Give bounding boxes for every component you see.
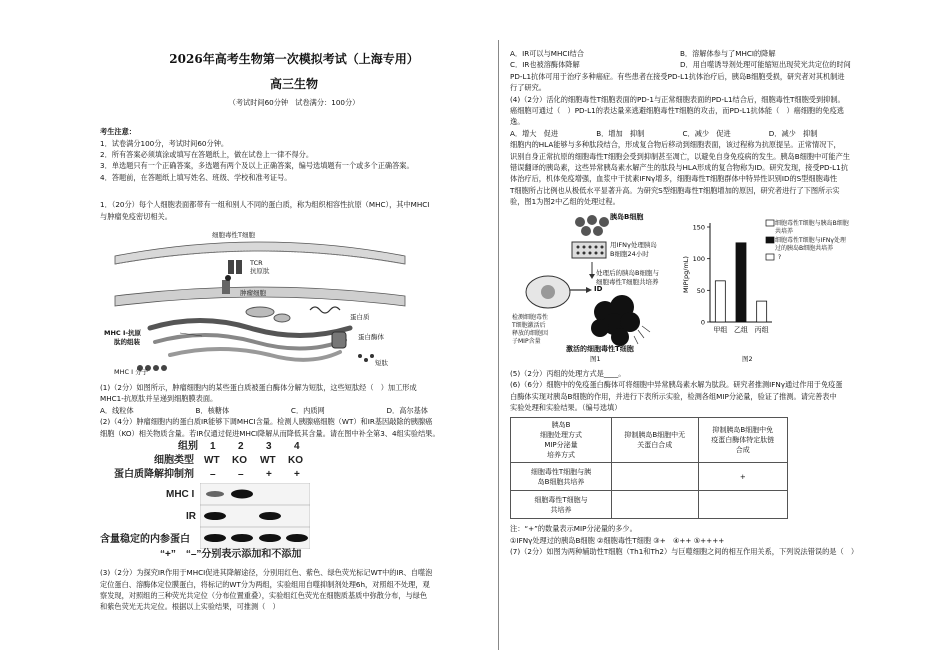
q1-sub4: (4)（2分）活化的细胞毒性T细胞表面的PD-1与正常细胞表面的PD-L1结合后，细胞毒性T细胞受到抑制。 xyxy=(510,94,845,104)
note-item: 2．所有答案必须填涂或填写在答题纸上，做在试卷上一律不得分。 xyxy=(100,150,314,160)
gel-group-3: 3 xyxy=(266,441,272,453)
q1-sub1-options xyxy=(100,405,488,416)
tumor-label: 肿瘤细胞 xyxy=(240,289,266,298)
category-label: 乙组 xyxy=(734,325,748,334)
detect-label-3: 释放的细胞因 xyxy=(512,329,549,337)
q3-options-row1 xyxy=(510,48,855,59)
option-c: C．减少 促进 xyxy=(682,128,731,138)
q1-sub2: 细胞（KO）相关物质含量。若IR仅通过促进MHCI降解从而降低其含量。请在图中补全第3、4组实验结果。 xyxy=(100,428,440,438)
q1-sub5: (5)（2分）丙组的处理方式是____。 xyxy=(510,368,626,378)
protein-label: 蛋白质 xyxy=(350,313,370,322)
gel-type-4: KO xyxy=(288,455,303,467)
table-cell xyxy=(698,491,787,519)
table-header xyxy=(612,418,699,463)
note-item: 3．单选题只有一个正确答案，多选题有两个及以上正确答案，编号选填题有一个或多个正确答案。 xyxy=(100,161,414,171)
bar xyxy=(715,281,725,322)
gel-group-2: 2 xyxy=(238,441,244,453)
corner-text: 胰岛B xyxy=(551,421,571,430)
q1-sub6: (6)（6分）细胞中的免疫蛋白酶体可将细胞中异常胰岛素水解为肽段。研究者推测IFNγ通过作用于免疫蛋 xyxy=(510,380,843,390)
gel-bands xyxy=(200,483,310,549)
table-row-label xyxy=(511,463,612,491)
q1-sub4: 癌细胞可通过（ ）PD-L1的表达量来逃避细胞毒性T细胞的攻击，而PD-L1抗体能（ ）癌细胞的免疫逃 xyxy=(510,106,844,116)
table-cell xyxy=(612,463,699,491)
legend-1b: 共培养 xyxy=(775,227,794,235)
legend-swatch xyxy=(766,254,774,260)
step1-label-2: B细胞24小时 xyxy=(610,249,649,258)
gel-inhibitor-2: – xyxy=(238,469,244,481)
y-tick-label: 50 xyxy=(696,286,705,295)
gel-inhibitor-label: 蛋白质降解抑制剂 xyxy=(114,469,194,481)
time-info: （考试时间60分钟 试卷满分：100分） xyxy=(228,97,360,107)
detect-label: 检测细胞毒性 xyxy=(512,313,549,321)
table-note: 注：“+”的数量表示MIP分泌量的多少。 xyxy=(510,524,637,534)
note-item: 4．答题前，在答题纸上填写姓名、班级、学校和准考证号。 xyxy=(100,172,292,182)
header-text: 抑制胰岛B细胞中免 xyxy=(712,426,774,435)
experiment-figure xyxy=(510,212,855,362)
gel-group-4: 4 xyxy=(294,441,300,453)
step2-label: 处理后的胰岛B细胞与 xyxy=(596,268,659,277)
legend-1: 细胞毒性T细胞与胰岛B细胞 xyxy=(775,219,849,227)
fig1-caption: 图1 xyxy=(590,354,601,363)
gel-inhibitor-3: + xyxy=(266,469,272,481)
step2-label-2: 细胞毒性T细胞共培养 xyxy=(596,277,659,286)
left-column xyxy=(100,54,488,613)
y-tick-label: 100 xyxy=(692,254,705,263)
legend-2: 细胞毒性T细胞与IFNγ处理 xyxy=(775,236,846,244)
gel-type-1: WT xyxy=(204,455,220,467)
q1-sub6: 白酶体实现对胰岛B细胞的作用，并进行下表所示实验，检测各组MIP分泌量，验证了推测。请完善表中 xyxy=(510,391,837,401)
gel-type-3: WT xyxy=(260,455,276,467)
legend-3: ? xyxy=(778,253,782,261)
peptide-label: 短肽 xyxy=(375,359,388,368)
legend-swatch xyxy=(766,220,774,226)
q1-sub1: (1)（2分）如图所示，肿瘤细胞内的某些蛋白质被蛋白酶体分解为短肽，这些短肽经（ ）加工形成 xyxy=(100,383,417,393)
q1-sub3: 察发现，对照组的三种荧光共定位（分布位置重叠），实验组红色荧光在细胞质基质中弥散分布，与绿色 xyxy=(100,590,428,600)
option-d: D．用自噬诱导剂处理可能缩短出现荧光共定位的时间 xyxy=(680,60,851,70)
paragraph: 验，图1为图2中乙组的处理过程。 xyxy=(510,197,620,207)
q1-sub3: (3)（2分）为探究IR作用于MHCI促进其降解途径，分别用红色、紫色、绿色荧光标记WT中的IR、自噬泡 xyxy=(100,568,433,578)
q1-sub4: 逸。 xyxy=(510,117,525,127)
gel-type-2: KO xyxy=(232,455,247,467)
option-a: A．IR可以与MHCI结合 xyxy=(510,49,584,58)
paragraph: 细胞内的HLA能够与多种肽段结合，形成复合物后移动到细胞表面，该过程称为抗原提呈。正常情况下， xyxy=(510,140,841,150)
q1-sub1: MHC1-抗原肽并呈递到细胞膜表面。 xyxy=(100,394,218,404)
fig2-bar-chart xyxy=(680,212,780,352)
activated-label: 激活的细胞毒性T细胞 xyxy=(566,344,634,353)
header-text: 抑制胰岛B细胞中无 xyxy=(624,431,686,440)
options-line: ①IFNγ处理过的胰岛B细胞 ②细胞毒性T细胞 ③+ ④++ ⑤++++ xyxy=(510,535,725,545)
column-divider xyxy=(498,40,499,650)
exam-title: 2026年高考生物第一次模拟考试（上海专用） xyxy=(169,52,419,66)
option-d: D．减少 抑制 xyxy=(768,128,818,138)
category-label: 甲组 xyxy=(713,325,728,334)
paragraph: T细胞所占比例也从极低水平显著升高。为研究S型细胞毒性T细胞增加的原因，研究者进行了下图所示实 xyxy=(510,185,840,195)
q1-sub7: (7)（2分）如图为两种辅助性T细胞（Th1和Th2）与巨噬细胞之间的相互作用关系，下列说法错误的是（ ） xyxy=(510,547,859,557)
q3-options-row2 xyxy=(510,59,855,70)
note-item: 1．试卷满分100分，考试时间60分钟。 xyxy=(100,138,229,148)
western-blot-figure xyxy=(100,441,488,563)
row-text: 细胞毒性T细胞与 xyxy=(534,495,588,504)
option-b: B．核糖体 xyxy=(195,405,230,415)
option-c: C．IR也被溶酶体降解 xyxy=(510,60,580,70)
tcr-label: TCR xyxy=(250,259,263,268)
paragraph: PD-L1抗体可用于治疗多种癌症。有些患者在接受PD-L1抗体治疗后，胰岛B细胞受损，研究者对其机制进 xyxy=(510,71,845,81)
y-axis-label: MIP(pg/mL) xyxy=(682,255,690,293)
row-text: 共培养 xyxy=(550,505,572,514)
proteasome-label: 蛋白酶体 xyxy=(358,333,384,342)
gel-group-label: 组别 xyxy=(178,441,198,453)
fig2-caption: 图2 xyxy=(742,354,753,363)
q1-sub4-options xyxy=(510,128,855,139)
complex-label-2: 肽的组装 xyxy=(114,338,140,347)
header-text: 关蛋白合成 xyxy=(637,441,673,450)
option-a: A．增大 促进 xyxy=(510,128,559,138)
paragraph: 识别自身正常抗原的细胞毒性T细胞会受到抑制甚至凋亡，以避免自身免疫病的发生。胰岛B细胞中可能产生 xyxy=(510,151,850,161)
table-cell: + xyxy=(698,463,787,491)
option-c: C．内质网 xyxy=(290,405,325,415)
y-tick-label: 0 xyxy=(700,318,705,327)
paragraph: 错误翻译的胰岛素，这些异常胰岛素水解产生的肽段与HLA形成的复合物称为ID。研究发现，接受PD-L1抗 xyxy=(510,163,848,173)
header-text: 合成 xyxy=(735,446,750,455)
row-text: 岛B细胞共培养 xyxy=(537,477,585,486)
gel-type-label: 细胞类型 xyxy=(154,455,194,467)
header-text: 疫蛋白酶体特定肽链 xyxy=(711,436,775,445)
bar xyxy=(757,301,767,322)
gel-inhibitor-4: + xyxy=(294,469,300,481)
category-label: 丙组 xyxy=(754,325,769,334)
table-header xyxy=(698,418,787,463)
table-corner xyxy=(511,418,612,463)
q1-sub3: 和紫色荧光无共定位。根据以上实验结果，可推测（ ） xyxy=(100,602,280,612)
right-column xyxy=(510,48,859,558)
gel-inhibitor-1: – xyxy=(210,469,216,481)
islet-b-label: 胰岛B细胞 xyxy=(610,212,644,221)
q1-intro: 1．（20分）每个人细胞表面都带有一组和别人不同的蛋白质，称为组织相容性抗原（MHC），其中MHCI xyxy=(100,200,430,210)
gel-row-ref: 含量稳定的内参蛋白 xyxy=(100,534,190,546)
gel-row-mhc: MHC I xyxy=(166,489,195,501)
table-cell xyxy=(612,491,699,519)
corner-text: 培养方式 xyxy=(547,451,575,460)
antigen-label: 抗原肽 xyxy=(250,267,270,276)
detect-label-2: T细胞激活后 xyxy=(512,321,546,329)
corner-text: MIP分泌量 xyxy=(544,441,578,450)
subject-title: 高三生物 xyxy=(269,77,318,92)
q1-intro: 与肿瘤免疫密切相关。 xyxy=(100,211,172,221)
paragraph: 行了研究。 xyxy=(510,83,546,93)
table-row-label xyxy=(511,491,612,519)
tcell-label: 细胞毒性T细胞 xyxy=(212,231,255,240)
bar xyxy=(736,243,746,322)
row-text: 细胞毒性T细胞与胰 xyxy=(530,467,592,476)
mhc-label: MHC I 分子 xyxy=(114,368,149,377)
step1-label: 用IFNγ处理胰岛 xyxy=(610,240,657,249)
id-label: ID xyxy=(594,284,603,293)
notes-title: 考生注意： xyxy=(100,127,136,137)
gel-row-ir: IR xyxy=(186,511,196,523)
q1-sub3: 定位蛋白、溶酶体定位膜蛋白，将标记的WT分为两组，实验组用自噬抑制剂处理6h，对照组不处理，观 xyxy=(100,579,430,589)
option-b: B．增加 抑制 xyxy=(596,128,645,138)
q1-sub6: 实验处理和实验结果。（编号选填） xyxy=(510,402,622,412)
gel-legend: “+” “–”分别表示添加和不添加 xyxy=(160,549,302,561)
complex-label: MHC I-抗原 xyxy=(104,329,142,338)
q1-sub2: (2)（4分）肿瘤细胞内的蛋白质IR能够下调MHCI含量。检测人胰腺癌细胞（WT）和IR基因敲除的胰腺癌 xyxy=(100,417,433,427)
legend-swatch xyxy=(766,237,774,243)
paragraph: 体治疗后，机体免疫增强，血浆中干扰素IFNγ增多，细胞毒性T细胞群体中特异性识别ID的S型细胞毒性 xyxy=(510,174,838,184)
experiment-table xyxy=(510,417,788,519)
detect-label-4: 子MIP含量 xyxy=(512,337,541,345)
antigen-presentation-figure xyxy=(100,228,488,378)
corner-text: 细胞处理方式 xyxy=(540,431,582,440)
option-a: A．线粒体 xyxy=(100,405,134,415)
y-tick-label: 150 xyxy=(692,223,705,232)
option-b: B．溶解体参与了MHCI的降解 xyxy=(680,49,776,58)
antigen-presentation-diagram xyxy=(110,228,410,378)
option-d: D．高尔基体 xyxy=(386,405,428,415)
gel-group-1: 1 xyxy=(210,441,216,453)
legend-2b: 过的胰岛B细胞共培养 xyxy=(775,244,834,252)
